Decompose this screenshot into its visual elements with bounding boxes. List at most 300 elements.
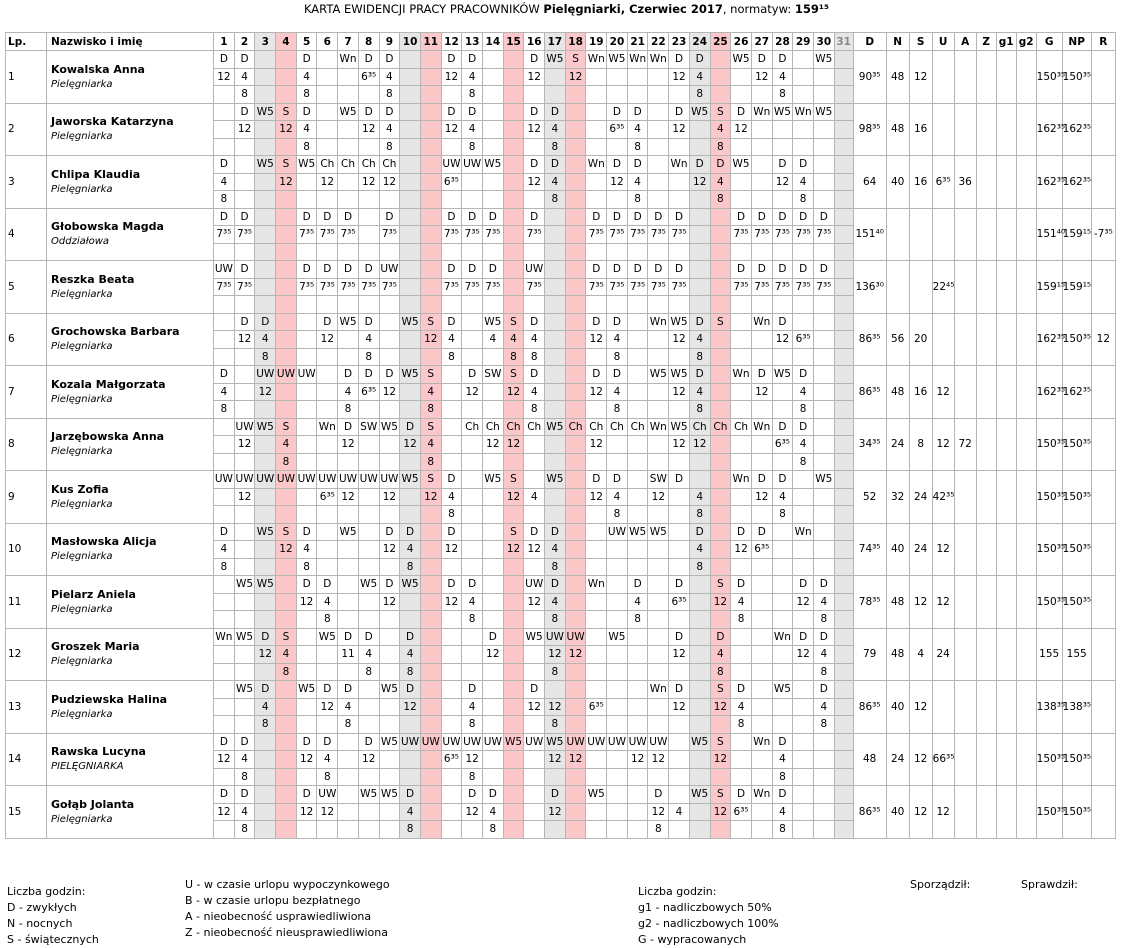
day-cell [793, 541, 814, 559]
day-cell [317, 191, 338, 209]
table-row [6, 208, 1116, 226]
day-cell [317, 436, 338, 454]
day-cell [565, 401, 586, 419]
summary-g2 [1016, 51, 1036, 104]
row-number: 14 [6, 733, 47, 786]
day-cell [482, 576, 503, 594]
day-cell [731, 296, 752, 314]
day-cell: W5 [607, 51, 628, 69]
legend-line: G - wypracowanych [638, 933, 747, 946]
day-cell: 11 [338, 646, 359, 664]
day-cell [296, 436, 317, 454]
day-cell [648, 453, 669, 471]
employee-role: Pielęgniarka [51, 656, 113, 668]
day-cell: 4 [710, 646, 731, 664]
day-cell: W5 [627, 523, 648, 541]
day-cell: 7³⁵ [234, 278, 255, 296]
day-cell [834, 786, 853, 804]
day-cell: 6³⁵ [731, 803, 752, 821]
day-cell: 4 [813, 593, 834, 611]
day-cell: 6³⁵ [317, 488, 338, 506]
day-cell [627, 821, 648, 839]
day-cell [276, 191, 297, 209]
summary-z [976, 51, 996, 104]
day-cell: SW [482, 366, 503, 384]
day-cell [338, 663, 359, 681]
day-cell [317, 663, 338, 681]
day-cell [462, 471, 483, 489]
day-cell: W5 [524, 628, 545, 646]
summary-z [976, 261, 996, 314]
day-cell: D [379, 366, 400, 384]
summary-z [976, 786, 996, 839]
day-cell [565, 803, 586, 821]
summary-a: 36 [954, 156, 976, 209]
day-cell [400, 453, 421, 471]
day-cell [234, 173, 255, 191]
day-cell: 12 [379, 173, 400, 191]
day-cell [607, 803, 628, 821]
summary-g2 [1016, 103, 1036, 156]
day-cell: UW [234, 418, 255, 436]
day-cell [420, 698, 441, 716]
day-cell [358, 243, 379, 261]
header-day-10: 10 [400, 33, 421, 51]
day-cell: D [338, 418, 359, 436]
day-cell [710, 68, 731, 86]
summary-g2 [1016, 733, 1036, 786]
day-cell [276, 488, 297, 506]
day-cell [255, 296, 276, 314]
day-cell: 8 [296, 558, 317, 576]
day-cell: 12 [462, 803, 483, 821]
table-row [6, 261, 1116, 279]
summary-np: 150³⁵ [1062, 523, 1091, 576]
day-cell: 12 [255, 646, 276, 664]
day-cell [772, 453, 793, 471]
summary-r [1091, 576, 1115, 629]
day-cell: S [276, 103, 297, 121]
day-cell [772, 558, 793, 576]
table-row [6, 733, 1116, 751]
day-cell [689, 698, 710, 716]
header-day-1: 1 [214, 33, 235, 51]
day-cell [400, 296, 421, 314]
day-cell [317, 86, 338, 104]
day-cell: 7³⁵ [358, 278, 379, 296]
day-cell: 4 [482, 331, 503, 349]
day-cell [276, 261, 297, 279]
day-cell: 8 [545, 191, 566, 209]
day-cell [648, 68, 669, 86]
day-cell [214, 103, 235, 121]
day-cell [255, 453, 276, 471]
day-cell [607, 751, 628, 769]
day-cell [813, 436, 834, 454]
day-cell: W5 [255, 418, 276, 436]
day-cell: UW [462, 733, 483, 751]
day-cell [834, 191, 853, 209]
row-number: 8 [6, 418, 47, 471]
day-cell [400, 278, 421, 296]
day-cell [834, 803, 853, 821]
day-cell [565, 506, 586, 524]
day-cell: 7³⁵ [379, 226, 400, 244]
day-cell [710, 86, 731, 104]
day-cell: 4 [400, 803, 421, 821]
day-cell [524, 611, 545, 629]
day-cell [482, 348, 503, 366]
day-cell [731, 751, 752, 769]
day-cell: 12 [503, 383, 524, 401]
title-norm-value: 159¹⁵ [794, 2, 830, 16]
day-cell [586, 541, 607, 559]
day-cell [482, 173, 503, 191]
day-cell: W5 [772, 366, 793, 384]
summary-d: 86³⁵ [853, 786, 886, 839]
day-cell: S [420, 471, 441, 489]
day-cell [669, 541, 690, 559]
day-cell [358, 138, 379, 156]
day-cell: D [214, 51, 235, 69]
legend-overtime [638, 884, 779, 948]
employee-cell [47, 576, 214, 629]
day-cell: 12 [545, 751, 566, 769]
day-cell: 4 [607, 383, 628, 401]
day-cell [627, 471, 648, 489]
day-cell: D [772, 733, 793, 751]
summary-g1 [996, 628, 1016, 681]
day-cell: 12 [648, 803, 669, 821]
day-cell: S [503, 313, 524, 331]
day-cell: 4 [689, 383, 710, 401]
day-cell [296, 506, 317, 524]
day-cell: 4 [813, 646, 834, 664]
summary-a [954, 208, 976, 261]
day-cell: 8 [524, 401, 545, 419]
summary-z [976, 733, 996, 786]
summary-r [1091, 418, 1115, 471]
day-cell [400, 121, 421, 139]
day-cell [420, 646, 441, 664]
day-cell: D [524, 313, 545, 331]
day-cell [400, 348, 421, 366]
summary-g1 [996, 261, 1016, 314]
day-cell [793, 681, 814, 699]
day-cell [296, 611, 317, 629]
day-cell [545, 278, 566, 296]
summary-a [954, 786, 976, 839]
day-cell: D [214, 156, 235, 174]
day-cell [358, 698, 379, 716]
summary-s: 24 [909, 523, 932, 576]
day-cell [400, 191, 421, 209]
summary-u [932, 208, 954, 261]
day-cell [751, 173, 772, 191]
day-cell [234, 663, 255, 681]
day-cell [462, 436, 483, 454]
day-cell: UW [607, 523, 628, 541]
day-cell [338, 576, 359, 594]
summary-np: 150³⁵ [1062, 733, 1091, 786]
header-day-6: 6 [317, 33, 338, 51]
day-cell [689, 453, 710, 471]
day-cell [503, 296, 524, 314]
day-cell: D [772, 156, 793, 174]
day-cell [607, 646, 628, 664]
day-cell: 12 [214, 68, 235, 86]
day-cell [503, 208, 524, 226]
summary-g2 [1016, 366, 1036, 419]
summary-g: 162³⁵ [1036, 103, 1062, 156]
day-cell: W5 [379, 733, 400, 751]
day-cell [586, 628, 607, 646]
day-cell [317, 103, 338, 121]
day-cell: 4 [276, 436, 297, 454]
day-cell: D [441, 261, 462, 279]
day-cell [338, 348, 359, 366]
day-cell [358, 681, 379, 699]
day-cell: 8 [731, 611, 752, 629]
day-cell: 12 [751, 383, 772, 401]
day-cell [731, 243, 752, 261]
day-cell [834, 611, 853, 629]
day-cell [834, 646, 853, 664]
day-cell [710, 768, 731, 786]
day-cell: D [669, 51, 690, 69]
day-cell: UW [317, 786, 338, 804]
day-cell: D [772, 471, 793, 489]
day-cell [772, 593, 793, 611]
day-cell [441, 401, 462, 419]
table-row [6, 628, 1116, 646]
day-cell [607, 611, 628, 629]
day-cell: 12 [669, 436, 690, 454]
day-cell [358, 523, 379, 541]
day-cell [234, 383, 255, 401]
day-cell: Wn [751, 418, 772, 436]
day-cell [565, 138, 586, 156]
day-cell [420, 628, 441, 646]
day-cell [565, 681, 586, 699]
summary-u [932, 681, 954, 734]
day-cell: 4 [234, 68, 255, 86]
employee-role: Pielęgniarka [51, 551, 113, 563]
day-cell: 4 [772, 68, 793, 86]
day-cell [482, 121, 503, 139]
summary-n: 24 [886, 418, 909, 471]
day-cell: D [669, 681, 690, 699]
day-cell [751, 646, 772, 664]
employee-cell [47, 366, 214, 419]
day-cell [379, 348, 400, 366]
day-cell: 4 [338, 383, 359, 401]
day-cell: D [545, 523, 566, 541]
day-cell: W5 [772, 681, 793, 699]
day-cell: D [793, 628, 814, 646]
day-cell [255, 401, 276, 419]
day-cell: D [607, 208, 628, 226]
day-cell [358, 558, 379, 576]
row-number: 3 [6, 156, 47, 209]
day-cell [834, 278, 853, 296]
day-cell [503, 506, 524, 524]
day-cell [338, 593, 359, 611]
day-cell: D [234, 208, 255, 226]
day-cell: D [462, 208, 483, 226]
day-cell: D [296, 208, 317, 226]
day-cell [482, 383, 503, 401]
day-cell [524, 558, 545, 576]
day-cell: 4 [214, 541, 235, 559]
day-cell: D [627, 103, 648, 121]
day-cell: 4 [545, 593, 566, 611]
day-cell [751, 348, 772, 366]
day-cell: D [586, 313, 607, 331]
day-cell [731, 313, 752, 331]
day-cell: 4 [420, 383, 441, 401]
day-cell [214, 243, 235, 261]
day-cell [669, 716, 690, 734]
summary-g1 [996, 208, 1016, 261]
day-cell: 12 [441, 68, 462, 86]
day-cell: 8 [462, 611, 483, 629]
day-cell: W5 [545, 418, 566, 436]
day-cell [503, 173, 524, 191]
day-cell [503, 121, 524, 139]
day-cell [586, 86, 607, 104]
day-cell [482, 663, 503, 681]
day-cell [607, 768, 628, 786]
summary-u: 42³⁵ [932, 471, 954, 524]
day-cell [503, 751, 524, 769]
day-cell [234, 366, 255, 384]
day-cell [214, 698, 235, 716]
summary-n: 40 [886, 523, 909, 576]
summary-g1 [996, 313, 1016, 366]
day-cell: UW [482, 733, 503, 751]
day-cell: D [524, 51, 545, 69]
day-cell [731, 768, 752, 786]
day-cell: 12 [482, 646, 503, 664]
day-cell: D [462, 261, 483, 279]
day-cell: UW [420, 733, 441, 751]
day-cell [276, 751, 297, 769]
day-cell [482, 453, 503, 471]
day-cell [565, 611, 586, 629]
summary-z [976, 628, 996, 681]
day-cell [545, 226, 566, 244]
employee-cell [47, 471, 214, 524]
day-cell: 12 [276, 541, 297, 559]
header-day-22: 22 [648, 33, 669, 51]
day-cell [669, 488, 690, 506]
day-cell: 12 [234, 331, 255, 349]
day-cell [813, 523, 834, 541]
summary-z [976, 156, 996, 209]
day-cell [751, 243, 772, 261]
day-cell: D [358, 366, 379, 384]
day-cell [482, 243, 503, 261]
summary-u: 6³⁵ [932, 156, 954, 209]
day-cell: 8 [400, 663, 421, 681]
day-cell [834, 576, 853, 594]
day-cell [524, 768, 545, 786]
day-cell [503, 646, 524, 664]
day-cell [813, 296, 834, 314]
day-cell: D [751, 523, 772, 541]
day-cell: D [772, 208, 793, 226]
header-day-29: 29 [793, 33, 814, 51]
day-cell [338, 173, 359, 191]
day-cell [317, 523, 338, 541]
day-cell [234, 698, 255, 716]
day-cell [338, 121, 359, 139]
day-cell: UW [276, 471, 297, 489]
day-cell: 12 [276, 121, 297, 139]
header-day-12: 12 [441, 33, 462, 51]
day-cell [524, 86, 545, 104]
day-cell: 4 [545, 541, 566, 559]
day-cell [689, 681, 710, 699]
day-cell: 12 [793, 646, 814, 664]
day-cell [834, 383, 853, 401]
day-cell: D [524, 156, 545, 174]
day-cell: 12 [379, 383, 400, 401]
day-cell [607, 243, 628, 261]
day-cell [834, 366, 853, 384]
day-cell: W5 [234, 628, 255, 646]
day-cell [255, 436, 276, 454]
day-cell [586, 453, 607, 471]
day-cell [255, 663, 276, 681]
day-cell: 12 [379, 488, 400, 506]
day-cell [689, 138, 710, 156]
day-cell: Wn [648, 313, 669, 331]
day-cell: 12 [400, 436, 421, 454]
summary-r [1091, 103, 1115, 156]
day-cell [524, 663, 545, 681]
day-cell: 4 [358, 646, 379, 664]
header-sum-g2: g2 [1016, 33, 1036, 51]
day-cell: 8 [379, 86, 400, 104]
day-cell [296, 191, 317, 209]
day-cell: 4 [731, 593, 752, 611]
day-cell [648, 646, 669, 664]
day-cell: Wn [627, 51, 648, 69]
day-cell [731, 173, 752, 191]
day-cell [524, 786, 545, 804]
legend-line: A - nieobecność usprawiedliwiona [185, 910, 372, 923]
prepared-by-label: Sporządził: [910, 878, 971, 891]
day-cell: 12 [586, 331, 607, 349]
day-cell [793, 751, 814, 769]
day-cell [772, 401, 793, 419]
day-cell [503, 103, 524, 121]
day-cell [834, 296, 853, 314]
day-cell [462, 523, 483, 541]
day-cell [317, 138, 338, 156]
day-cell [793, 471, 814, 489]
day-cell: Ch [607, 418, 628, 436]
day-cell: W5 [545, 471, 566, 489]
header-sum-g: G [1036, 33, 1062, 51]
day-cell [482, 51, 503, 69]
day-cell [482, 488, 503, 506]
day-cell [400, 173, 421, 191]
day-cell: 8 [255, 716, 276, 734]
day-cell: 12 [524, 698, 545, 716]
